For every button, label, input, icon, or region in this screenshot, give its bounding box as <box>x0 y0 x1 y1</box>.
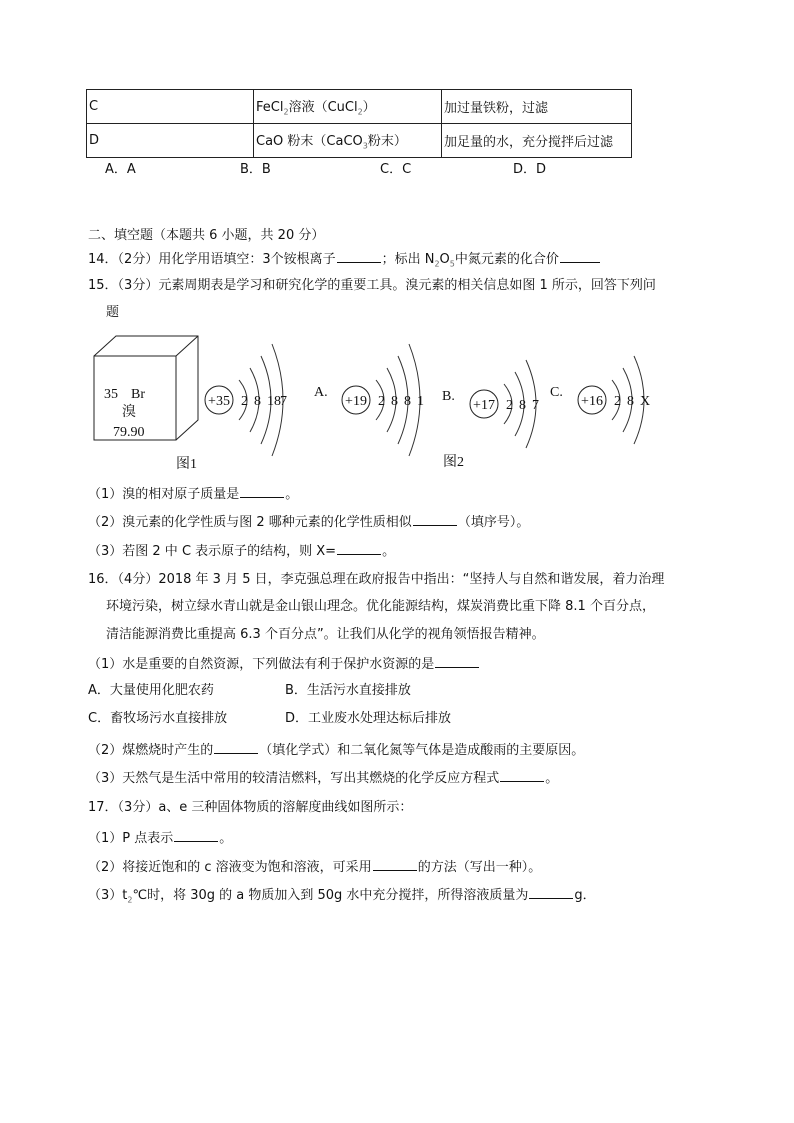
electron-count: 8 <box>519 398 526 413</box>
options-table <box>86 89 632 158</box>
answer-blank[interactable] <box>413 512 457 526</box>
text: （3）t <box>88 888 128 903</box>
answer-blank[interactable] <box>240 484 284 498</box>
table-row <box>87 124 632 158</box>
answer-blank[interactable] <box>529 885 573 899</box>
answer-blank[interactable] <box>337 249 381 263</box>
q15-sub2 <box>88 512 529 532</box>
question-16-cont: 环境污染，树立绿水青山就是金山银山理念。优化能源结构，煤炭消费比重下降 8.1 个百分点， <box>106 599 655 614</box>
answer-blank[interactable] <box>214 740 258 754</box>
substance-cell <box>254 90 442 124</box>
text: O <box>439 252 450 267</box>
option-d: D．D <box>513 162 547 177</box>
text: 中氮元素的化合价 <box>454 252 559 267</box>
q16-sub1 <box>88 654 480 674</box>
option-prefix: C. <box>550 385 563 400</box>
atom-structure-figure <box>86 332 686 472</box>
text: 。 <box>545 771 559 786</box>
text: （2）煤燃烧时产生的 <box>88 743 214 758</box>
subscript: 2 <box>283 107 289 117</box>
method-cell: 加过量铁粉，过滤 <box>442 90 632 124</box>
answer-blank[interactable] <box>500 768 544 782</box>
atom-diagram <box>314 344 424 456</box>
substance-cell <box>254 124 442 158</box>
element-name: 溴 <box>122 405 136 420</box>
question-15: 15．（3分）元素周期表是学习和研究化学的重要工具。溴元素的相关信息如图 1 所示，回答下列问 <box>88 278 656 293</box>
table-row <box>87 90 632 124</box>
answer-blank[interactable] <box>435 654 479 668</box>
question-16-cont: 清洁能源消费比重提高 6.3 个百分点”。让我们从化学的视角领悟报告精神。 <box>106 627 545 642</box>
electron-count: 8 <box>404 394 411 409</box>
element-symbol: Br <box>131 387 145 402</box>
text: （1）溴的相对原子质量是 <box>88 487 240 502</box>
question-15-cont: 题 <box>106 305 120 320</box>
text: 粉末） <box>367 134 407 150</box>
section-title: 二、填空题（本题共 6 小题，共 20 分） <box>88 228 325 243</box>
text: g． <box>574 888 596 903</box>
text: 。 <box>382 544 396 559</box>
nucleus-charge: +17 <box>473 398 495 413</box>
figure-1-label: 图1 <box>176 457 197 472</box>
subscript: 2 <box>357 107 363 117</box>
text: ；标出 N <box>381 252 435 267</box>
electron-count: 8 <box>391 394 398 409</box>
answer-blank[interactable] <box>560 249 600 263</box>
answer-blank[interactable] <box>373 857 417 871</box>
electron-count: 2 <box>241 394 248 409</box>
option-c: C．C <box>380 162 412 177</box>
option-prefix: B. <box>442 389 455 404</box>
text: （2）将接近饱和的 c 溶液变为饱和溶液，可采用 <box>88 860 372 875</box>
atom-diagram <box>205 344 287 456</box>
text: （1）P 点表示 <box>88 831 174 846</box>
electron-count: 8 <box>254 394 261 409</box>
q16-option-c: C．畜牧场污水直接排放 <box>88 711 228 726</box>
text: （3）天然气是生活中常用的较清洁燃料，写出其燃烧的化学反应方程式 <box>88 771 500 786</box>
nucleus-charge: +16 <box>581 394 603 409</box>
atomic-number: 35 <box>104 387 118 402</box>
text: （3）若图 2 中 C 表示原子的结构，则 X= <box>88 544 337 559</box>
text: 的方法（写出一种）。 <box>417 860 542 875</box>
text: ） <box>362 100 376 116</box>
subscript: 2 <box>127 895 133 905</box>
atom-diagram <box>550 356 650 444</box>
row-label: D <box>87 124 254 158</box>
answer-blank[interactable] <box>337 541 381 555</box>
atomic-mass: 79.90 <box>113 425 145 440</box>
electron-count: 7 <box>280 394 287 409</box>
nucleus-charge: +35 <box>208 394 230 409</box>
electron-count: 18 <box>267 394 281 409</box>
electron-count: 2 <box>614 394 621 409</box>
text: FeCl <box>256 100 284 116</box>
subscript: 5 <box>449 259 455 269</box>
question-14 <box>88 249 601 274</box>
figure-2-label: 图2 <box>443 455 464 470</box>
text: （2）溴元素的化学性质与图 2 哪种元素的化学性质相似 <box>88 515 412 530</box>
electron-count: 2 <box>506 398 513 413</box>
question-16: 16．（4分）2018 年 3 月 5 日，李克强总理在政府报告中指出：“坚持人与自然和谐发展，着力治理 <box>88 572 665 587</box>
text: ℃时，将 30g 的 a 物质加入到 50g 水中充分搅拌，所得溶液质量为 <box>132 888 529 903</box>
text: （填序号）。 <box>457 515 530 530</box>
q16-sub3 <box>88 768 558 788</box>
answer-blank[interactable] <box>174 828 218 842</box>
q17-sub2 <box>88 857 541 877</box>
text: 14．（2分）用化学用语填空：3个铵根离子 <box>88 252 336 267</box>
option-prefix: A. <box>314 385 328 400</box>
q16-option-b: B．生活污水直接排放 <box>285 683 411 698</box>
q16-sub2 <box>88 740 584 760</box>
text: （填化学式）和二氧化氮等气体是造成酸雨的主要原因。 <box>259 743 585 758</box>
electron-count: 1 <box>417 394 424 409</box>
subscript: 3 <box>362 141 368 151</box>
q15-sub3 <box>88 541 395 561</box>
q17-sub1 <box>88 828 232 848</box>
electron-count: 7 <box>532 398 539 413</box>
row-label: C <box>87 90 254 124</box>
text: 溶液（CuCl <box>288 100 358 116</box>
q16-option-d: D．工业废水处理达标后排放 <box>285 711 452 726</box>
text: CaO 粉末（CaCO <box>256 134 363 150</box>
q16-option-a: A．大量使用化肥农药 <box>88 683 214 698</box>
element-cube <box>94 336 198 440</box>
atom-diagram <box>442 360 539 448</box>
q17-sub3 <box>88 885 596 910</box>
question-17: 17．（3分）a、e 三种固体物质的溶解度曲线如图所示： <box>88 800 413 815</box>
option-a: A．A <box>105 162 136 177</box>
text: 。 <box>219 831 233 846</box>
electron-count: X <box>640 394 651 409</box>
nucleus-charge: +19 <box>345 394 367 409</box>
method-cell: 加足量的水，充分搅拌后过滤 <box>442 124 632 158</box>
option-b: B．B <box>240 162 271 177</box>
text: 。 <box>285 487 299 502</box>
subscript: 2 <box>434 259 440 269</box>
q15-sub1 <box>88 484 298 504</box>
text: （1）水是重要的自然资源，下列做法有利于保护水资源的是 <box>88 657 435 672</box>
electron-count: 2 <box>378 394 385 409</box>
electron-count: 8 <box>627 394 634 409</box>
